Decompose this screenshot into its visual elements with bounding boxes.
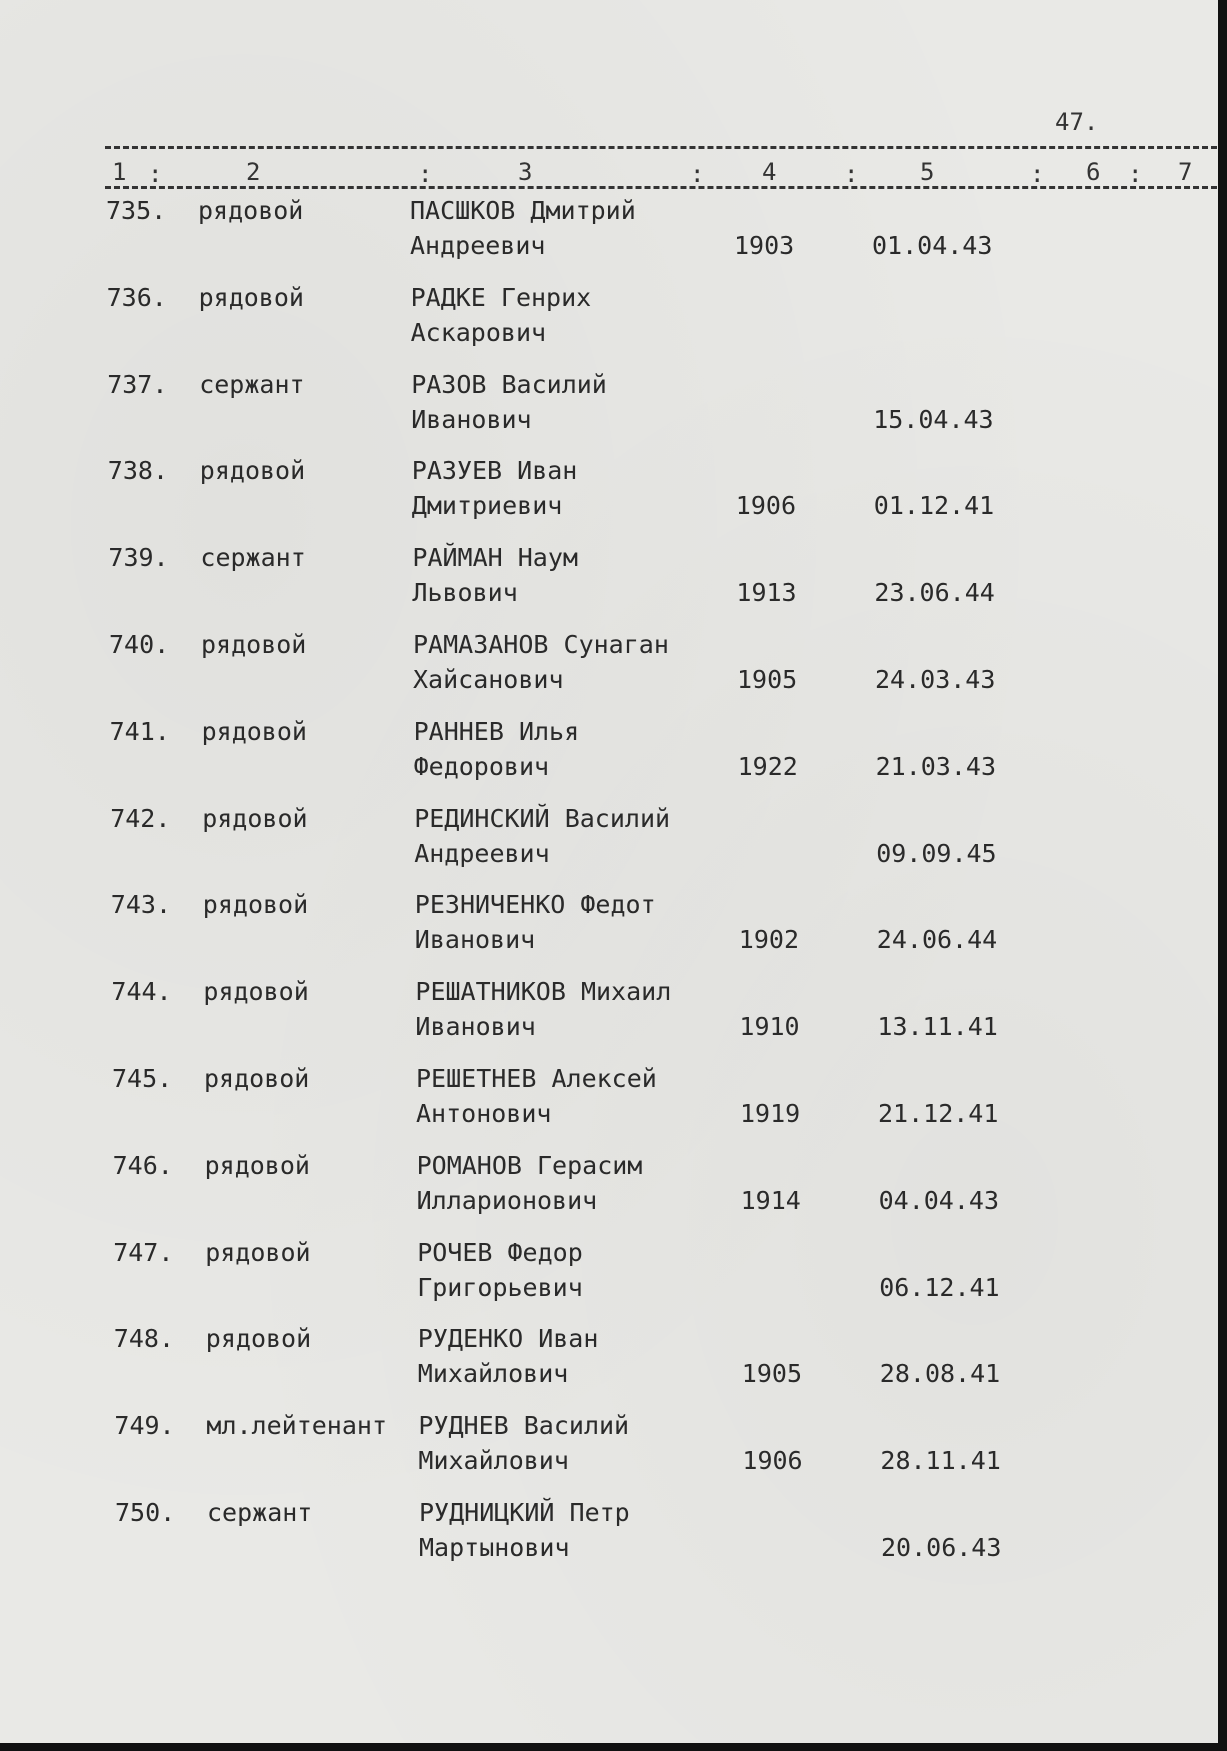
column-separator: : (844, 160, 859, 188)
record-birth-year: 1902 (738, 925, 800, 955)
record-row (0, 1064, 1218, 1152)
record-surname-name: РОМАНОВ Герасим (416, 1150, 643, 1180)
record-surname-name: РАЙМАН Наум (412, 543, 578, 573)
record-birth-year: 1905 (737, 665, 798, 694)
record-surname-name: РЕШЕТНЕВ Алексей (416, 1064, 657, 1093)
record-rank: рядовой (204, 1064, 310, 1093)
record-surname-name: РАДКЕ Генрих (410, 282, 592, 312)
record-number: 739. (108, 543, 169, 573)
record-birth-year: 1910 (739, 1012, 800, 1042)
record-patronymic: Федорович (413, 751, 550, 781)
record-number: 735. (106, 196, 167, 225)
record-row (0, 630, 1218, 718)
record-number: 748. (113, 1324, 175, 1354)
record-row (0, 717, 1218, 805)
record-patronymic: Львович (412, 578, 518, 608)
record-patronymic: Аскарович (410, 317, 547, 347)
record-date: 20.06.43 (881, 1533, 1002, 1562)
record-birth-year: 1914 (740, 1185, 801, 1215)
record-number: 738. (107, 456, 169, 486)
record-rank: рядовой (201, 630, 307, 659)
record-row (0, 1498, 1218, 1586)
record-patronymic: Иванович (411, 404, 532, 434)
record-patronymic: Андреевич (414, 838, 550, 868)
record-patronymic: Михайлович (417, 1359, 569, 1389)
record-date: 09.09.45 (876, 838, 997, 868)
record-date: 06.12.41 (879, 1272, 1000, 1302)
column-separator: : (418, 160, 433, 188)
record-number: 741. (109, 716, 170, 746)
column-number-1: 1 (112, 158, 127, 186)
record-date: 28.11.41 (880, 1446, 1001, 1476)
record-patronymic: Илларионович (416, 1185, 598, 1215)
record-number: 746. (112, 1150, 173, 1180)
record-surname-name: РУДЕНКО Иван (417, 1324, 599, 1354)
record-surname-name: РОЧЕВ Федор (417, 1237, 583, 1267)
record-row (0, 890, 1218, 978)
record-row (0, 196, 1218, 284)
header-dashed-rule (105, 186, 1217, 189)
record-surname-name: РАЗУЕВ Иван (411, 456, 578, 486)
column-number-6: 6 (1086, 158, 1101, 186)
record-surname-name: РЕШАТНИКОВ Михаил (415, 977, 672, 1007)
record-row (0, 977, 1218, 1065)
record-birth-year: 1919 (740, 1099, 801, 1128)
record-surname-name: РАМАЗАНОВ Сунаган (413, 630, 669, 659)
record-date: 21.03.43 (875, 751, 997, 781)
record-birth-year: 1903 (734, 231, 795, 260)
record-surname-name: РУДНИЦКИЙ Петр (419, 1498, 630, 1527)
record-row (0, 370, 1218, 458)
record-date: 13.11.41 (877, 1012, 998, 1042)
record-rank: рядовой (198, 196, 304, 225)
record-number: 747. (113, 1237, 174, 1267)
record-birth-year: 1922 (737, 751, 798, 781)
record-row (0, 1324, 1218, 1412)
record-rank: сержант (207, 1498, 313, 1527)
record-date: 04.04.43 (878, 1185, 1000, 1215)
column-separator: : (690, 160, 705, 188)
record-surname-name: ПАСШКОВ Дмитрий (410, 196, 636, 225)
record-patronymic: Хайсанович (413, 665, 564, 694)
column-number-3: 3 (518, 158, 533, 186)
record-rank: рядовой (198, 282, 304, 312)
record-patronymic: Андреевич (410, 231, 546, 260)
record-patronymic: Мартынович (419, 1533, 570, 1562)
record-date: 24.06.44 (876, 925, 998, 955)
record-rank: рядовой (205, 1324, 312, 1354)
record-birth-year: 1905 (741, 1359, 803, 1389)
record-rank: рядовой (202, 803, 308, 833)
top-dashed-rule (105, 146, 1217, 149)
record-patronymic: Иванович (415, 1012, 536, 1042)
record-surname-name: РЕДИНСКИЙ Василий (414, 803, 671, 833)
record-rank: рядовой (199, 456, 306, 486)
record-rank: рядовой (204, 1150, 310, 1180)
record-date: 21.12.41 (878, 1099, 999, 1128)
record-date: 24.03.43 (875, 665, 996, 694)
record-patronymic: Антонович (416, 1099, 552, 1128)
record-number: 745. (112, 1064, 173, 1093)
record-patronymic: Дмитриевич (411, 491, 563, 521)
record-rank: сержант (200, 543, 306, 573)
record-row (0, 456, 1218, 544)
record-row (0, 1151, 1218, 1239)
record-number: 742. (110, 803, 171, 833)
column-separator: : (148, 160, 163, 188)
record-rank: мл.лейтенант (206, 1411, 388, 1441)
record-row (0, 543, 1218, 631)
record-rank: рядовой (202, 890, 309, 920)
record-date: 28.08.41 (879, 1359, 1001, 1389)
record-surname-name: РАЗОВ Василий (411, 369, 607, 399)
record-birth-year: 1906 (735, 491, 797, 521)
record-rank: сержант (199, 369, 305, 399)
page-number: 47. (1055, 108, 1099, 136)
column-number-2: 2 (246, 158, 261, 186)
record-number: 744. (111, 977, 172, 1007)
column-number-5: 5 (920, 158, 935, 186)
record-number: 743. (110, 890, 172, 920)
record-rank: рядовой (205, 1237, 311, 1267)
record-row (0, 1238, 1218, 1326)
record-row (0, 804, 1218, 892)
record-birth-year: 1906 (742, 1446, 803, 1476)
record-number: 737. (107, 369, 168, 399)
record-birth-year: 1913 (736, 578, 797, 608)
record-date: 15.04.43 (873, 404, 994, 434)
record-rank: рядовой (203, 977, 309, 1007)
record-surname-name: РЕЗНИЧЕНКО Федот (414, 890, 656, 920)
record-number: 736. (106, 282, 167, 312)
record-patronymic: Иванович (414, 925, 536, 955)
record-row (0, 1411, 1218, 1499)
record-patronymic: Григорьевич (417, 1272, 583, 1302)
record-date: 23.06.44 (874, 578, 995, 608)
record-surname-name: РУДНЕВ Василий (418, 1411, 630, 1441)
record-surname-name: РАННЕВ Илья (413, 716, 580, 746)
column-number-4: 4 (762, 158, 777, 186)
record-row (0, 283, 1218, 371)
record-patronymic: Михайлович (418, 1446, 569, 1476)
record-number: 749. (114, 1411, 175, 1441)
column-separator: : (1030, 160, 1045, 188)
record-date: 01.04.43 (872, 231, 993, 260)
record-number: 740. (109, 630, 170, 659)
column-separator: : (1128, 160, 1143, 188)
record-date: 01.12.41 (873, 491, 995, 521)
column-number-7: 7 (1178, 158, 1193, 186)
record-rank: рядовой (201, 716, 307, 746)
record-number: 750. (115, 1498, 176, 1527)
